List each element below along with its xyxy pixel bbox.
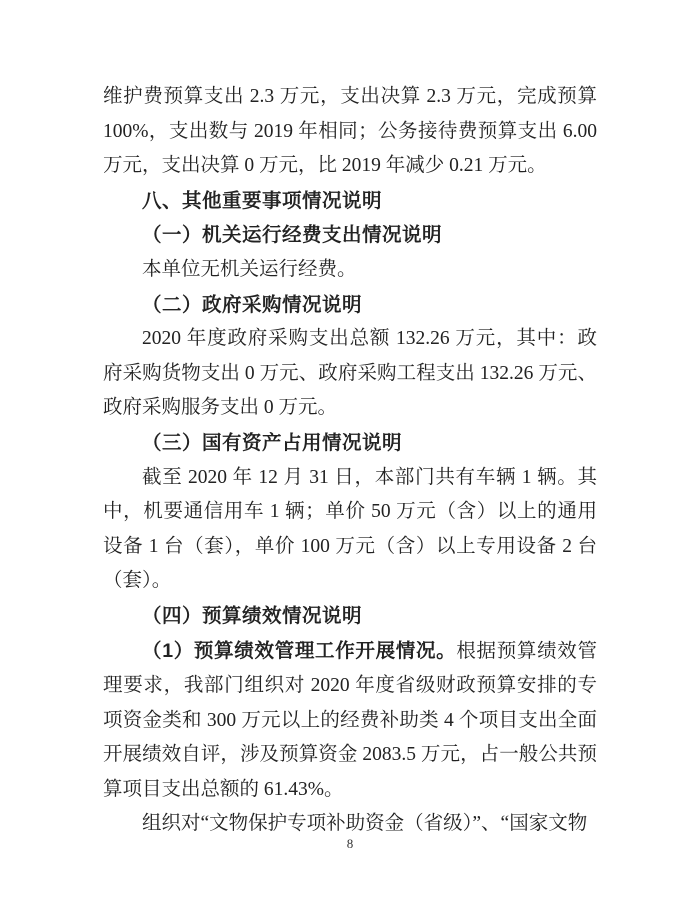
heading-government-procurement: （二）政府采购情况说明 bbox=[142, 293, 363, 316]
paragraph-expense-continuation: 维护费预算支出 2.3 万元，支出决算 2.3 万元，完成预算 100%，支出数与 2019 年相同；公务接待费预算支出 6.00 万元，支出决算 0 万元，比 2019 年减少 0.21 万元。 bbox=[103, 86, 597, 177]
page-number: 8 bbox=[346, 836, 354, 851]
paragraph-state-assets-detail: 截至 2020 年 12 月 31 日，本部门共有车辆 1 辆。其中，机要通信用车 1 辆；单价 50 万元（含）以上的通用设备 1 台（套），单价 100 万元（含）以上专用设备 2 台（套）。 bbox=[103, 466, 597, 592]
paragraph-performance-management bbox=[103, 634, 597, 808]
document-body bbox=[103, 80, 597, 842]
paragraph-procurement-detail: 2020 年度政府采购支出总额 132.26 万元，其中：政府采购货物支出 0 万元、政府采购工程支出 132.26 万元、政府采购服务支出 0 万元。 bbox=[103, 328, 597, 419]
paragraph-bold-lead: （1）预算绩效管理工作开展情况。 bbox=[142, 639, 457, 662]
heading-state-assets: （三）国有资产占用情况说明 bbox=[142, 431, 403, 454]
heading-budget-performance: （四）预算绩效情况说明 bbox=[142, 604, 363, 627]
heading-agency-operating-expense: （一）机关运行经费支出情况说明 bbox=[142, 224, 443, 247]
paragraph-special-funds: 组织对“文物保护专项补助资金（省级）”、“国家文物 bbox=[142, 813, 588, 835]
heading-section-eight: 八、其他重要事项情况说明 bbox=[142, 189, 383, 212]
paragraph-no-operating-expense: 本单位无机关运行经费。 bbox=[142, 258, 357, 280]
paragraph-lead-body: 根据预算绩效管理要求，我部门组织对 2020 年度省级财政预算安排的专项资金类和 300 万元以上的经费补助类 4 个项目支出全面开展绩效自评，涉及预算资金 2083.5 万元，占一般公共预算项目支出总额的 61.43%。 bbox=[103, 640, 597, 800]
